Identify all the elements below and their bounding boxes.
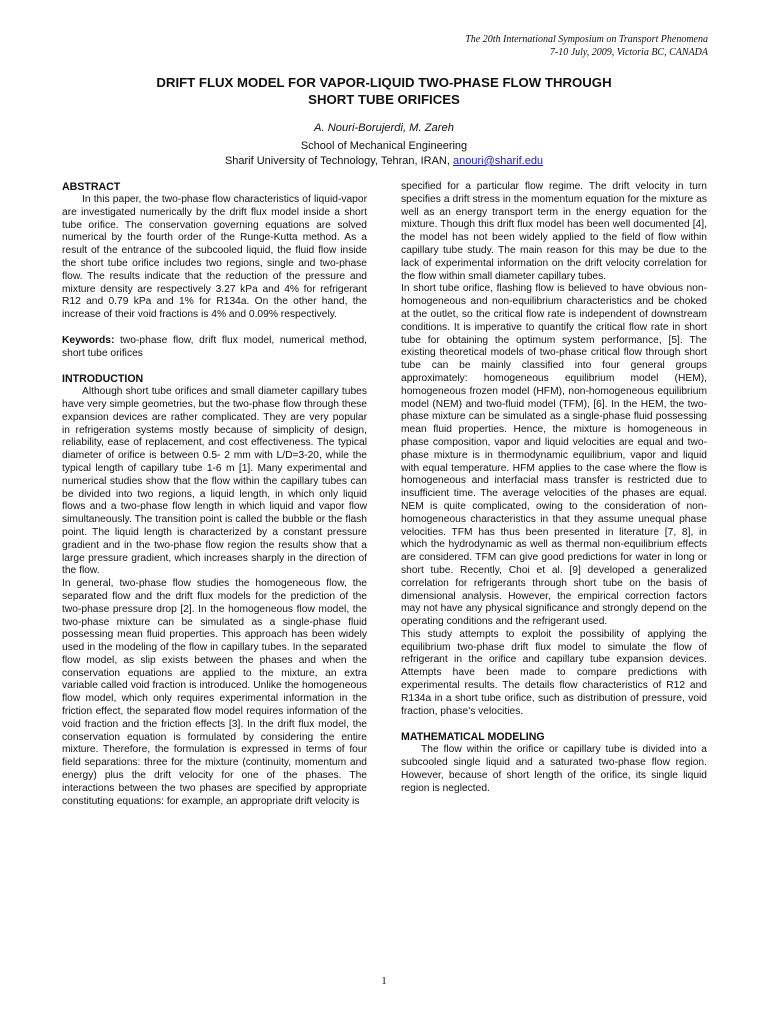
- abstract-text: In this paper, the two-phase flow characteristics of liquid-vapor are investigated numerically by the drift flux model inside a short tube orifice. The conservation governing equations are solved numerical by the fourth order of the Runge-Kutta method. As a result of the entrance of the subcooled liquid, the fluid flow inside the short tube orifice includes two regions, single and two-phase flow. The results indicate that the reduction of the pressure and mixture density are respectively 3.27 kPa and 4% for refrigerant R12 and 0.79 kPa and 1% for R134a. On the other hand, the increase of their void fractions is 4% and 0.09% respectively.: [62, 194, 367, 321]
- intro-paragraph-4: In short tube orifice, flashing flow is believed to have obvious non-homogeneous and non-equilibrium characteristics and be choked at the outlet, so the critical flow rate is independent of downstream conditions. It is imperative to quantify the critical flow rate in short tube for obtaining the optimum system performance, [5]. The existing theoretical models of two-phase critical flow through short tube can be mainly classified into four general groups approximately: homogeneous equilibrium model (HEM), homogeneous frozen model (HFM), non-homogeneous equilibrium model (NEM) and two-fluid model (TFM), [6]. In the HEM, the two-phase mixture can be simulated as a single-phase fluid possessing mean fluid properties. Hence, the mixture is homogeneous in phase composition, vapor and liquid velocities are equal and two-phase mixture is in thermodynamic equilibrium, vapor and liquid with equal temperature. HFM applies to the case where the flow is homogeneous and interfacial mass transfer is restricted due to insufficient time. The average velocities of the phases are equal. NEM is quite complicated, owing to the consideration of non-homogeneous characteristics in that they assume unequal phase velocities. TFM has thus been presented in literature [7, 8], in which the hydrodynamic as well as thermal non-equilibrium effects are considered. TFM can give good predictions for water in long or short tube. Recently, Choi et al. [9] developed a generalized correlation for refrigerants through short tube on the basis of dimensional analysis. However, the empirical correction factors may not have any physical significance and strongly depend on the operating conditions and the refrigerant used.: [401, 283, 707, 628]
- right-column: [401, 181, 707, 795]
- intro-paragraph-3: specified for a particular flow regime. The drift velocity in turn specifies a drift stress in the momentum equation for the mixture as well as an energy transport term in the energy equation for the mixture. Though this drift flux model has been well documented [4], the model has not been widely applied to the field of flow within capillary tube study. The main reason for this may be due to the lack of experimental information on the drift velocity correlation for the flow within small diameter capillary tubes.: [401, 181, 707, 282]
- page-number: 1: [381, 975, 387, 987]
- intro-paragraph-1: Although short tube orifices and small diameter capillary tubes have very simple geometries, but the two-phase flow through these expansion devices are rather complicated. They are very popular in refrigeration systems mostly because of simplicity of design, reliability, ease of replacement, and cost effectiveness. The typical diameter of orifice is between 0.5- 2 mm with L/D=3-20, while the typical length of capillary tube 1-6 m [1]. Many experimental and numerical studies show that the flow within the capillary tubes can be divided into two regions, a liquid length, in which only liquid flows and a two-phase flow length in which liquid and vapor flow simultaneously. The transition point is called the bubble or the flash point. The liquid length is characterized by a constant pressure gradient and in the two-phase flow region the results show that a large pressure gradient, which increases sharply in the direction of the flow.: [62, 386, 367, 577]
- title-line-1: DRIFT FLUX MODEL FOR VAPOR-LIQUID TWO-PHASE FLOW THROUGH: [156, 75, 612, 90]
- email-link[interactable]: anouri@sharif.edu: [453, 155, 544, 167]
- affiliation-university: [60, 154, 708, 169]
- keywords: [62, 335, 367, 361]
- conference-name: The 20th International Symposium on Transport Phenomena: [465, 34, 708, 45]
- paper-title: [60, 74, 708, 108]
- modeling-paragraph-1: The flow within the orifice or capillary tube is divided into a subcooled single liquid and a saturated two-phase flow region. However, because of short length of the orifice, its single liquid region is neglected.: [401, 744, 707, 794]
- intro-paragraph-5: This study attempts to exploit the possibility of applying the equilibrium two-phase drift flux model to simulate the flow of refrigerant in the orifice and capillary tube expansion devices. Attempts have been made to compare predictions with experimental results. The details flow characteristics of R12 and R134a in a short tube orifice, such as distribution of pressure, void fraction, phase's velocities.: [401, 628, 707, 717]
- introduction-heading: INTRODUCTION: [62, 373, 144, 386]
- conference-dates: 7-10 July, 2009, Victoria BC, CANADA: [549, 47, 708, 58]
- affiliation-school: School of Mechanical Engineering: [300, 140, 468, 152]
- authors: A. Nouri-Borujerdi, M. Zareh: [314, 122, 454, 134]
- keywords-label: Keywords:: [62, 334, 115, 346]
- affiliation: [60, 139, 708, 169]
- university-text: Sharif University of Technology, Tehran, IRAN,: [224, 155, 453, 167]
- left-column: [62, 181, 367, 808]
- conference-header: [465, 33, 708, 59]
- abstract-heading: ABSTRACT: [62, 181, 121, 193]
- keywords-text: two-phase flow, drift flux model, numerical method, short tube orifices: [62, 334, 367, 359]
- title-line-2: SHORT TUBE ORIFICES: [308, 92, 460, 107]
- intro-paragraph-2: In general, two-phase flow studies the homogeneous flow, the separated flow and the drift flux models for the prediction of the two-phase pressure drop [2]. In the homogeneous flow model, the two-phase mixture can be simulated as a single-phase fluid possessing mean fluid properties. This approach has been widely used in the modeling of the flow in capillary tubes. In the separated flow model, as slip exists between the phases and when the conservation equations are applied to the mixture, an extra variable called void fraction is introduced. Unlike the homogeneous flow model, which only requires experimental information in the friction effect, the separated flow model requires information of the void fraction and the friction effects [3]. In the drift flux model, the conservation equation is formulated by considering the entire mixture. Therefore, the formulation is expressed in terms of four field separations: three for the mixture (continuity, momentum and energy) plus the drift velocity for one of the phases. The interactions between the two phases are specified by appropriate constituting equations: for example, an appropriate drift velocity is: [62, 578, 367, 807]
- modeling-heading: MATHEMATICAL MODELING: [401, 731, 545, 744]
